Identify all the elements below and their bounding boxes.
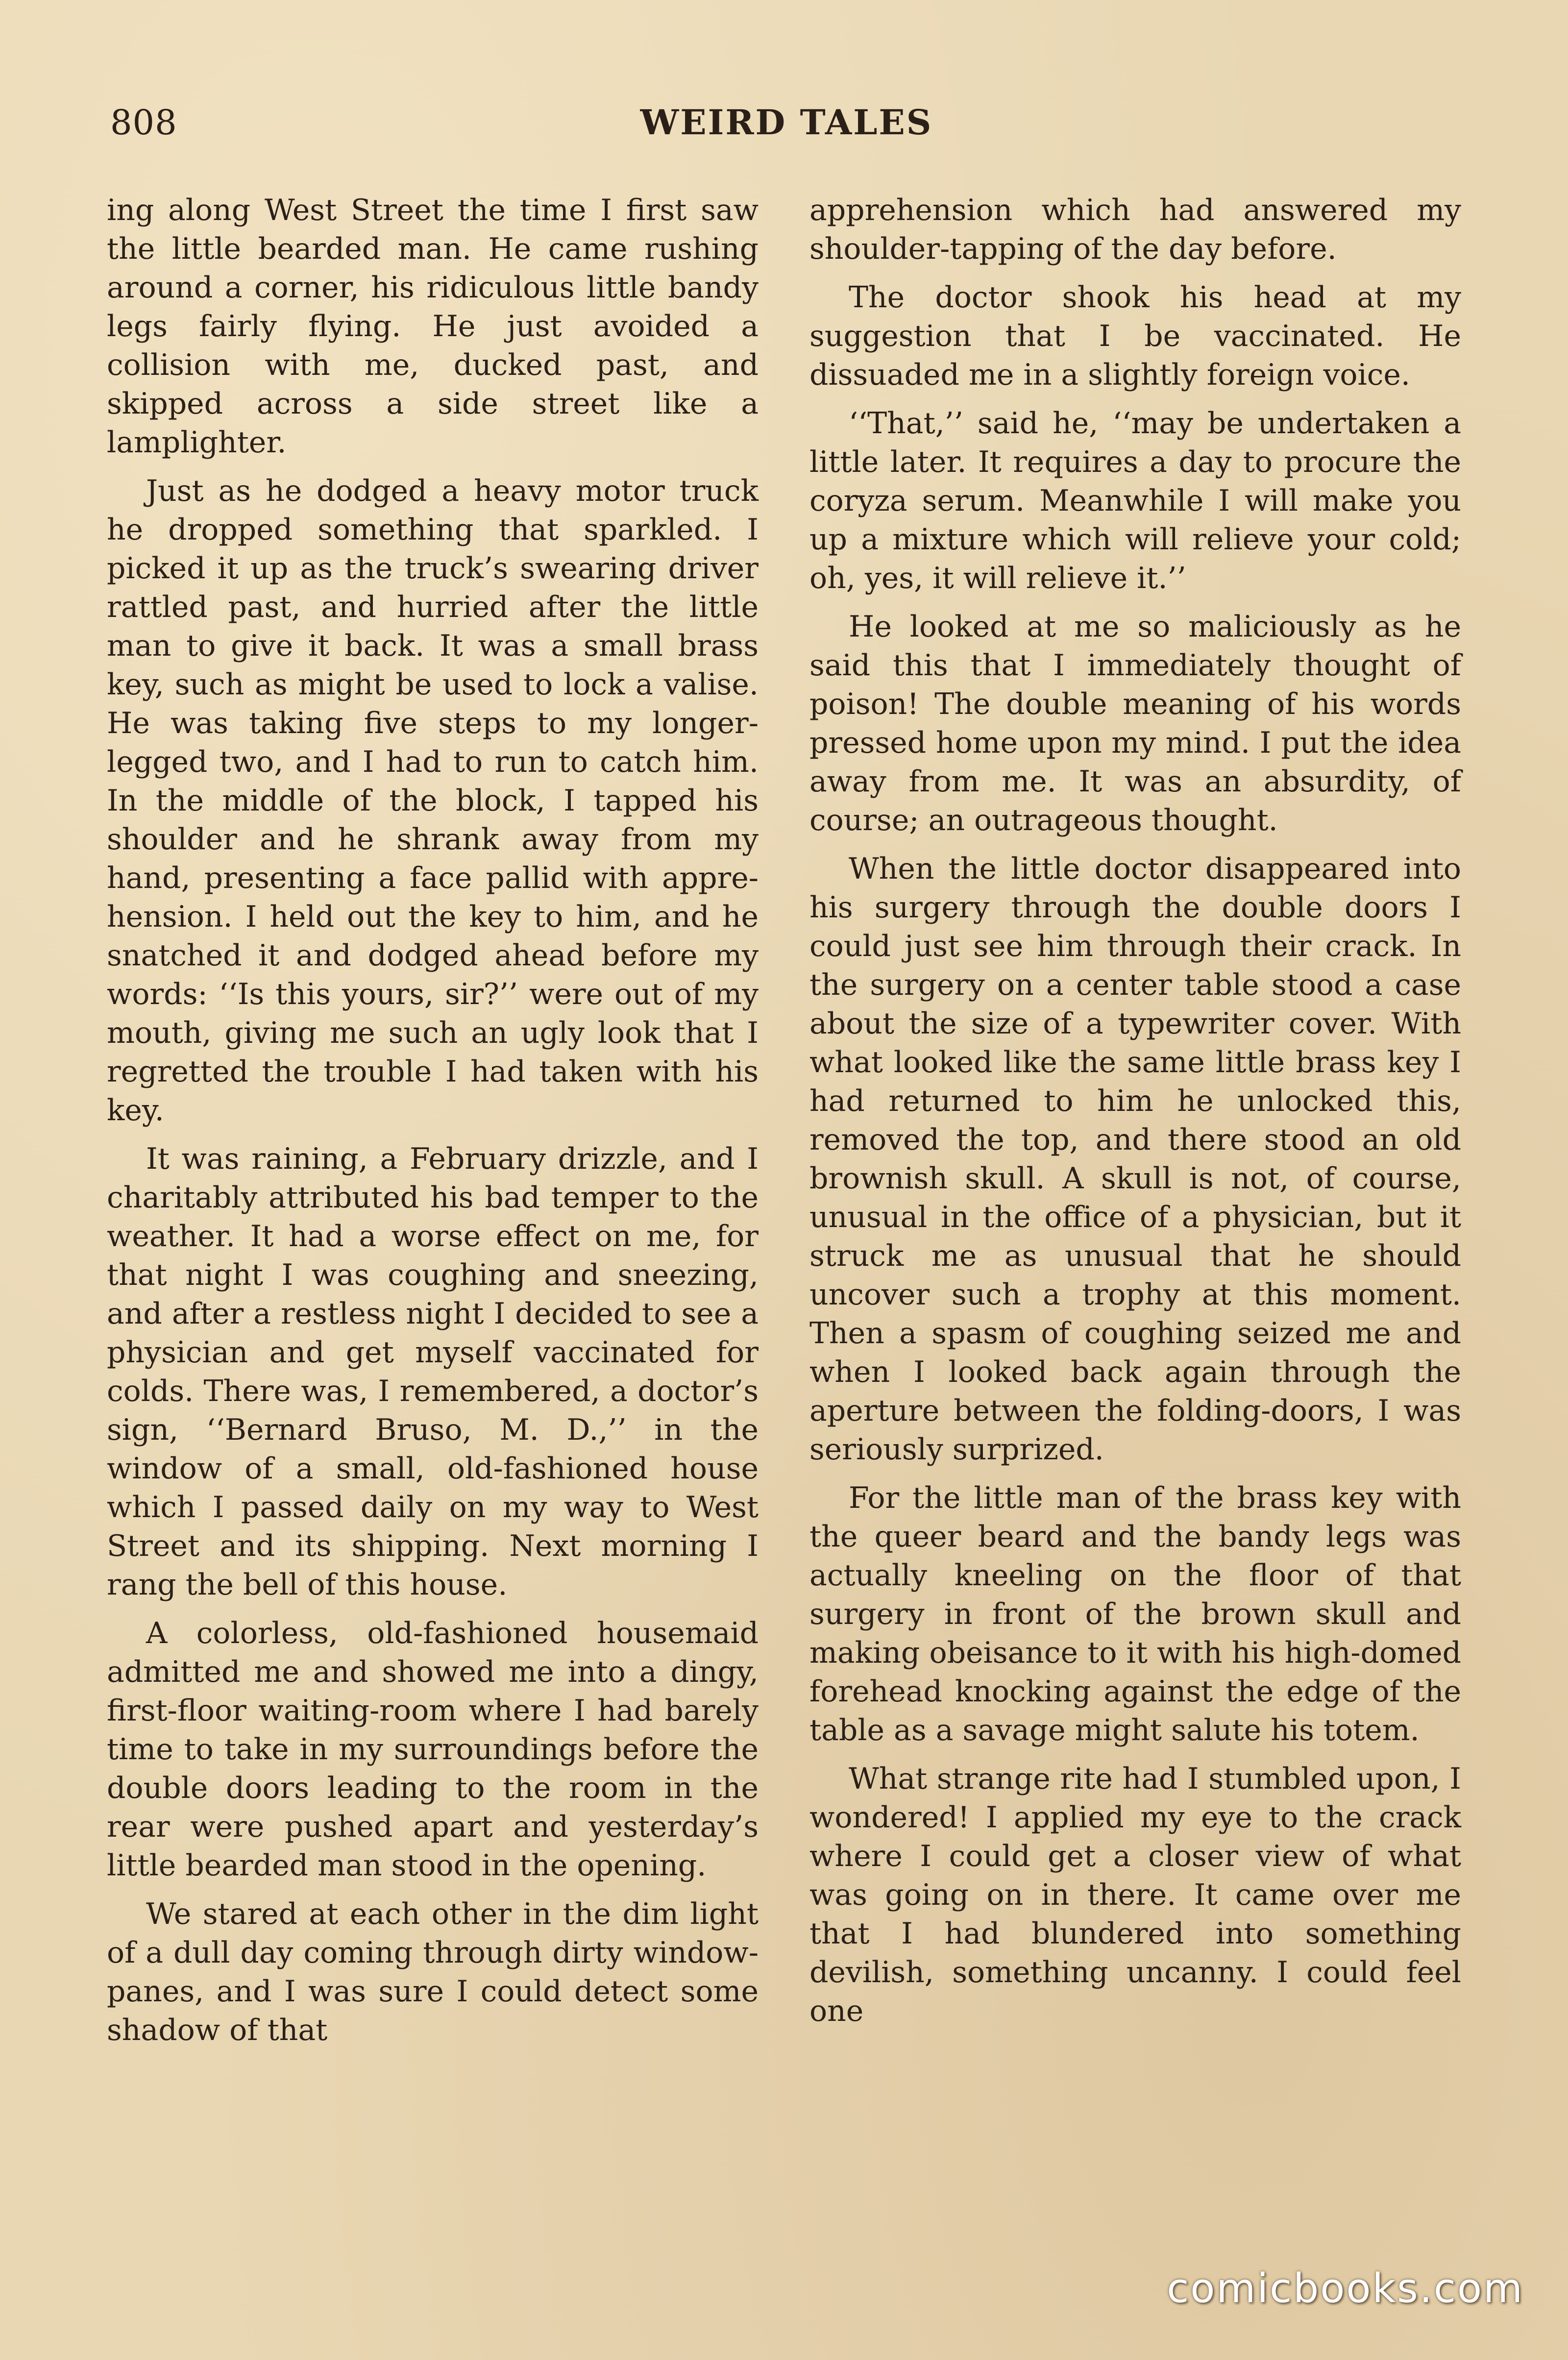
paragraph: ‘‘That,’’ said he, ‘‘may be undertaken a little later. It requires a day to procure the coryza serum. Meanwhile I will make you up a mixture which will relieve your cold; oh, yes, it will relieve it.’’ bbox=[809, 406, 1461, 595]
paragraph: He looked at me so maliciously as he said this that I immediately thought of poison! The double meaning of his words pressed home upon my mind. I put the idea away from me. It was an absurdity, of course; an outrageous thought. bbox=[809, 610, 1461, 837]
paragraph: The doctor shook his head at my suggestion that I be vaccinated. He dissuaded me in a slightly foreign voice. bbox=[809, 280, 1461, 392]
page-number: 808 bbox=[110, 102, 177, 143]
paragraph: A colorless, old-fashioned housemaid admitted me and showed me into a dingy, first-floor waiting-room where I had barely time to take in my surroundings before the double doors leading to the room in the rear were pushed apart and yesterday’s little bearded man stood in the opening. bbox=[107, 1616, 759, 1883]
paragraph: Just as he dodged a heavy motor truck he dropped something that sparkled. I picked it up as the truck’s swearing driver rattled past, and hurried after the little man to give it back. It was a small brass key, such as might be used to lock a valise. He was taking five steps to my longer-legged two, and I had to run to catch him. In the middle of the block, I tapped his shoulder and he shrank away from my hand, presenting a face pallid with apprehension. I held out the key to him, and he snatched it and dodged ahead before my words: ‘‘Is this yours, sir?’’ were out of my mouth, giving me such an ugly look that I regretted the trouble I had taken with his key. bbox=[107, 474, 759, 1128]
paragraph: What strange rite had I stumbled upon, I wondered! I applied my eye to the crack where I could get a closer view of what was going on in there. It came over me that I had blundered into something devilish, something uncanny. I could feel one bbox=[809, 1762, 1461, 2028]
paragraph: For the little man of the brass key with the queer beard and the bandy legs was actually kneeling on the floor of that surgery in front of the brown skull and making obeisance to it with his high-domed forehead knocking against the edge of the table as a savage might salute his totem. bbox=[809, 1481, 1461, 1747]
paragraph: ing along West Street the time I first saw the little bearded man. He came rushing around a corner, his ridiculous little bandy legs fairly flying. He just avoided a collision with me, ducked past, and skipped across a side street like a lamplighter. bbox=[107, 193, 759, 460]
paragraph: We stared at each other in the dim light of a dull day coming through dirty window-panes, and I was sure I could detect some shadow of that bbox=[107, 1897, 759, 2047]
left-column bbox=[107, 191, 759, 2060]
right-column bbox=[809, 191, 1461, 2040]
paragraph: When the little doctor disappeared into his surgery through the double doors I could just see him through their crack. In the surgery on a center table stood a case about the size of a typewriter cover. With what looked like the same little brass key I had returned to him he unlocked this, removed the top, and there stood an old brownish skull. A skull is not, of course, unusual in the office of a physician, but it struck me as unusual that he should uncover such a trophy at this moment. Then a spasm of coughing seized me and when I looked back again through the aperture between the folding-doors, I was seriously surprized. bbox=[809, 852, 1461, 1467]
paragraph: apprehension which had answered my shoulder-tapping of the day before. bbox=[809, 193, 1461, 266]
magazine-title: WEIRD TALES bbox=[640, 102, 933, 143]
paragraph: It was raining, a February drizzle, and I charitably attributed his bad temper to the weather. It had a worse effect on me, for that night I was coughing and sneezing, and after a restless night I decided to see a physician and get myself vaccinated for colds. There was, I remembered, a doctor’s sign, ‘‘Bernard Bruso, M. D.,’’ in the window of a small, old-fashioned house which I passed daily on my way to West Street and its shipping. Next morning I rang the bell of this house. bbox=[107, 1142, 759, 1602]
site-watermark: comicbooks.com bbox=[1167, 2265, 1524, 2312]
running-head bbox=[110, 100, 1463, 145]
